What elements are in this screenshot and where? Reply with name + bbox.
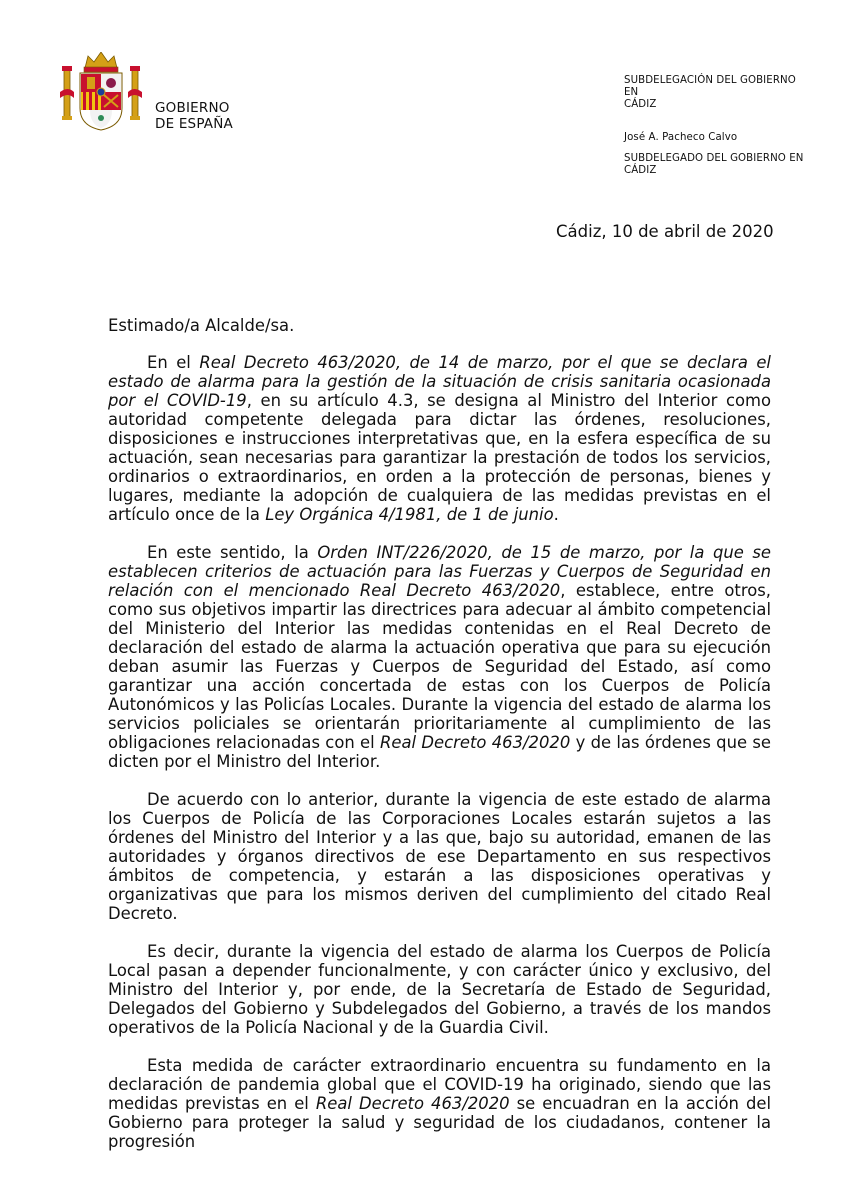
paragraph-1-text-a: En el [147, 353, 200, 372]
paragraph-2-text-a: En este sentido, la [147, 543, 318, 562]
government-name-line1: GOBIERNO [155, 100, 230, 116]
paragraph-2-text-e: y de las órdenes que se dicten por el Ministro del Interior. [108, 733, 771, 771]
paragraph-5 [108, 1056, 771, 1151]
paragraph-3: De acuerdo con lo anterior, durante la vigencia de este estado de alarma los Cuerpos de Policía de las Corporaciones Locales estarán sujetos a las órdenes del Ministro del Interior y a las que, bajo su autoridad, emanen de las autoridades y órganos directivos de ese Departamento en sus respectivos ámbitos de competencia, y estarán a las disposiciones operativas y organizativas que para los mismos deriven del cumplimiento del citado Real Decreto. [108, 790, 771, 923]
signer-title-line2: CÁDIZ [624, 165, 657, 176]
office-line3: CÁDIZ [624, 99, 657, 110]
government-name [155, 101, 233, 132]
paragraph-5-text-a: Esta medida de carácter extraordinario encuentra su fundamento en la declaración de pandemia global que el COVID-19 ha originado, siendo que las medidas previstas en el [108, 1056, 771, 1113]
office-header [624, 75, 824, 177]
salutation: Estimado/a Alcalde/sa. [108, 316, 295, 335]
paragraph-5-text-c: se encuadran en la acción del Gobierno para proteger la salud y seguridad de los ciudadanos, contener la progresión [108, 1094, 772, 1151]
paragraph-5-citation-decree: Real Decreto 463/2020 [315, 1094, 510, 1113]
paragraph-2-citation-decree: Real Decreto 463/2020 [380, 733, 571, 752]
letter-date: Cádiz, 10 de abril de 2020 [556, 222, 774, 241]
paragraph-2-citation-order: Orden INT/226/2020, de 15 de marzo, por la que se establecen criterios de actuación para las Fuerzas y Cuerpos de Seguridad en relación con el mencionado Real Decreto 463/2020 [108, 543, 772, 600]
letter-body [108, 316, 771, 1170]
signer-title-line1: SUBDELEGADO DEL GOBIERNO EN [624, 153, 804, 164]
paragraph-1 [108, 353, 771, 524]
paragraph-1-citation-decree: Real Decreto 463/2020, de 14 de marzo, por el que se declara el estado de alarma para la gestión de la situación de crisis sanitaria ocasionada por el COVID-19 [108, 353, 771, 410]
paragraph-1-text-e: . [553, 505, 559, 524]
coat-of-arms-logo [60, 52, 142, 134]
office-line2: EN [624, 87, 639, 98]
signer-name: José A. Pacheco Calvo [624, 132, 738, 143]
paragraph-1-text-c: , en su artículo 4.3, se designa al Ministro del Interior como autoridad competente delegada para dictar las órdenes, resoluciones, disposiciones e instrucciones interpretativas que, en la esfera específica de su actuación, sean necesarias para garantizar la prestación de todos los servicios, ordinarios o extraordinarios, en orden a la protección de personas, bienes y lugares, mediante la adopción de cualquiera de las medidas previstas en el artículo once de la [108, 391, 772, 524]
paragraph-2-text-c: , establece, entre otros, como sus objetivos impartir las directrices para adecuar al ámbito competencial del Ministerio del Interior las medidas contenidas en el Real Decreto de declaración del estado de alarma la actuación operativa que para su ejecución deban asumir las Fuerzas y Cuerpos de Seguridad del Estado, así como garantizar una acción concertada de estas con los Cuerpos de Policía Autonómicos y las Policías Locales. Durante la vigencia del estado de alarma los servicios policiales se orientarán prioritariamente al cumplimiento de las obligaciones relacionadas con el [108, 581, 771, 752]
government-name-line2: DE ESPAÑA [155, 115, 233, 132]
paragraph-2 [108, 543, 771, 771]
paragraph-4: Es decir, durante la vigencia del estado de alarma los Cuerpos de Policía Local pasan a depender funcionalmente, y con carácter único y exclusivo, del Ministro del Interior y, por ende, de la Secretaría de Estado de Seguridad, Delegados del Gobierno y Subdelegados del Gobierno, a través de los mandos operativos de la Policía Nacional y de la Guardia Civil. [108, 942, 771, 1037]
paragraph-1-citation-law: Ley Orgánica 4/1981, de 1 de junio [265, 505, 554, 524]
office-line1: SUBDELEGACIÓN DEL GOBIERNO [624, 75, 796, 86]
